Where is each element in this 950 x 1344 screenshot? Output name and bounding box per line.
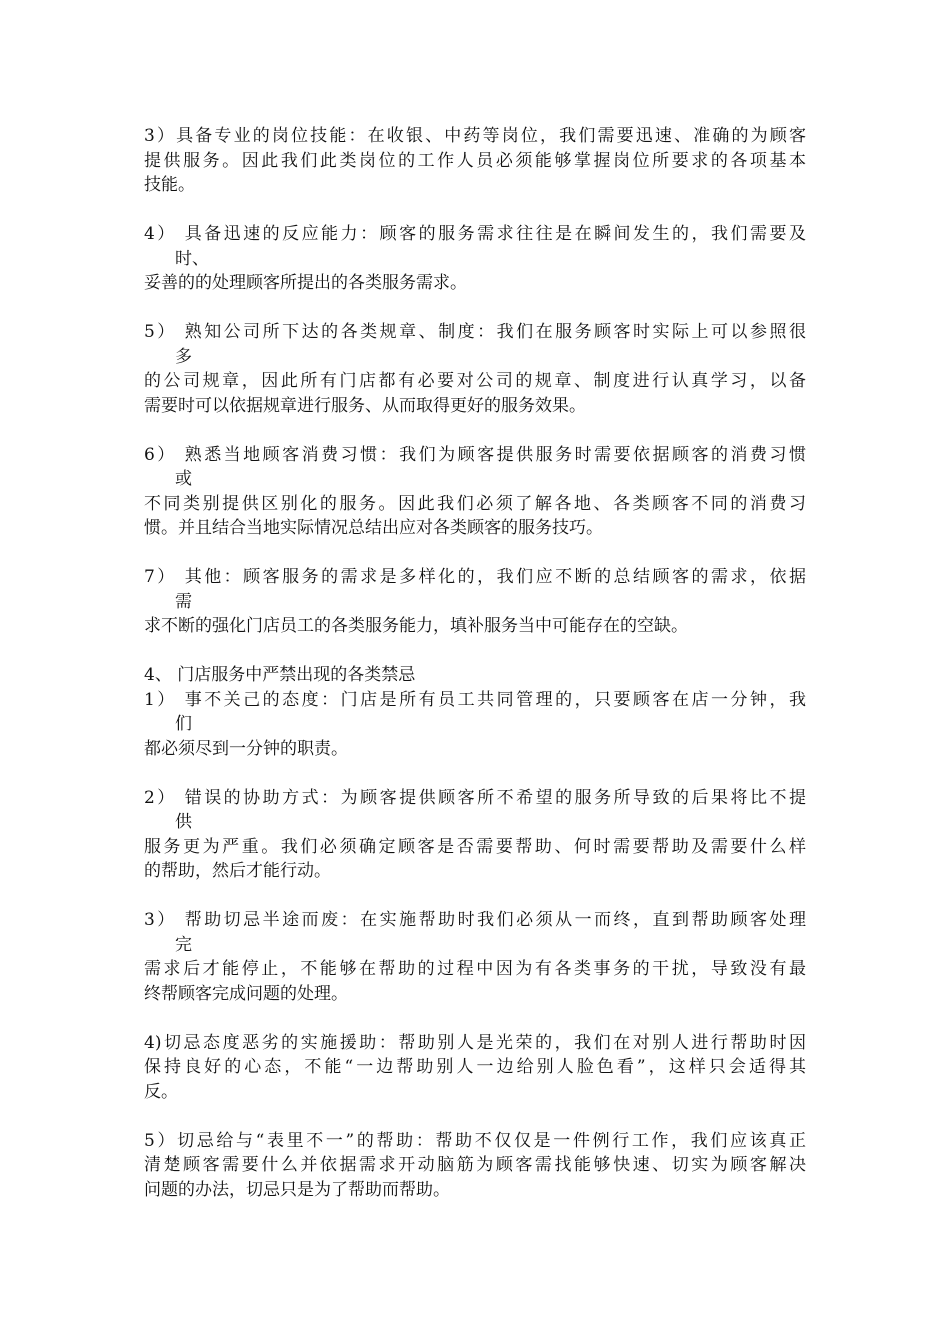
text-line: 的帮助，然后才能行动。: [144, 861, 331, 881]
text-line: 清楚顾客需要什么并依据需求开动脑筋为顾客需找能够快速、切实为顾客解决: [144, 1155, 806, 1175]
text-line: 都必须尽到一分钟的职责。: [144, 738, 348, 759]
text-line: 7） 其他：顾客服务的需求是多样化的，我们应不断的总结顾客的需求，依据: [144, 567, 806, 587]
text-line: 5）切忌给与“表里不一”的帮助：帮助不仅仅是一件例行工作，我们应该真正: [144, 1130, 806, 1151]
text-line: 3） 帮助切忌半途而废：在实施帮助时我们必须从一而终，直到帮助顾客处理: [144, 910, 806, 930]
text-line-continuation: 需: [175, 591, 192, 612]
text-line: 求不断的强化门店员工的各类服务能力，填补服务当中可能存在的空缺。: [144, 616, 688, 636]
text-line: 2） 错误的协助方式：为顾客提供顾客所不希望的服务所导致的后果将比不提: [144, 787, 806, 808]
text-line: 终帮顾客完成问题的处理。: [144, 983, 348, 1004]
document-body: [144, 124, 806, 1227]
text-line: 4)切忌态度恶劣的实施援助：帮助别人是光荣的，我们在对别人进行帮助时因: [144, 1032, 806, 1053]
text-line: 服务更为严重。我们必须确定顾客是否需要帮助、何时需要帮助及需要什么样: [144, 836, 806, 857]
text-line: 4） 具备迅速的反应能力：顾客的服务需求往往是在瞬间发生的，我们需要及: [144, 224, 806, 244]
text-line: 技能。: [144, 175, 195, 195]
text-line: 5） 熟知公司所下达的各类规章、制度：我们在服务顾客时实际上可以参照很: [144, 322, 806, 342]
text-line-continuation: 多: [175, 346, 192, 367]
text-line: 不同类别提供区别化的服务。因此我们必须了解各地、各类顾客不同的消费习: [144, 493, 806, 514]
paragraph-item-6: [144, 443, 806, 541]
heading-text: 4、 门店服务中严禁出现的各类禁忌: [144, 665, 416, 685]
paragraph-item-4: [144, 222, 806, 296]
text-line: 惯。并且结合当地实际情况总结出应对各类顾客的服务技巧。: [144, 518, 603, 538]
text-line-continuation: 或: [175, 469, 192, 489]
paragraph-item-3: [144, 124, 806, 198]
paragraph-item-7: [144, 565, 806, 639]
text-line-continuation: 时、: [175, 248, 209, 269]
text-line: 需要时可以依据规章进行服务、从而取得更好的服务效果。: [144, 395, 586, 416]
taboo-item-4: [144, 1031, 806, 1105]
text-line: 妥善的的处理顾客所提出的各类服务需求。: [144, 273, 467, 293]
text-line: 保持良好的心态，不能“一边帮助别人一边给别人脸色看”，这样只会适得其: [144, 1057, 806, 1077]
text-line-continuation: 们: [175, 714, 192, 734]
text-line: 问题的办法，切忌只是为了帮助而帮助。: [144, 1179, 450, 1200]
paragraph-item-5: [144, 320, 806, 418]
text-line-continuation: 供: [175, 812, 192, 832]
taboo-item-5: [144, 1129, 806, 1203]
text-line: 6） 熟悉当地顾客消费习惯：我们为顾客提供服务时需要依据顾客的消费习惯: [144, 444, 806, 465]
text-line: 1） 事不关己的态度：门店是所有员工共同管理的，只要顾客在店一分钟，我: [144, 689, 806, 710]
section-heading: [144, 663, 806, 688]
taboo-item-3: [144, 908, 806, 1006]
text-line: 提供服务。因此我们此类岗位的工作人员必须能够掌握岗位所要求的各项基本: [144, 150, 806, 171]
text-line: 反。: [144, 1081, 178, 1102]
text-line: 的公司规章，因此所有门店都有必要对公司的规章、制度进行认真学习，以备: [144, 371, 806, 391]
text-line-continuation: 完: [175, 934, 192, 955]
text-line: 需求后才能停止，不能够在帮助的过程中因为有各类事务的干扰，导致没有最: [144, 959, 806, 979]
taboo-item-2: [144, 786, 806, 884]
taboo-item-1: [144, 688, 806, 762]
text-line: 3）具备专业的岗位技能：在收银、中药等岗位，我们需要迅速、准确的为顾客: [144, 126, 806, 146]
